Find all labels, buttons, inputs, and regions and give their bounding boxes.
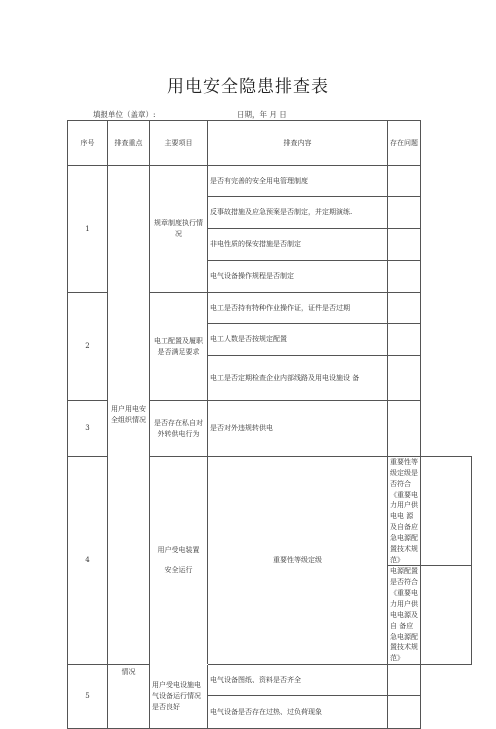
issue-cell[interactable] <box>388 324 421 356</box>
reporting-unit-label: 填报单位（盖章）: <box>93 110 156 119</box>
row-number: 1 <box>68 166 108 293</box>
page-title: 用电安全隐患排查表 <box>167 77 329 97</box>
issue-cell[interactable] <box>388 261 421 293</box>
focus-cell: 情况 <box>108 665 150 729</box>
issue-cell[interactable] <box>388 356 421 401</box>
content-cell: 是否有完善的安全用电管理制度 <box>208 166 388 197</box>
issue-cell[interactable] <box>388 665 421 696</box>
header-focus: 排查重点 <box>108 121 150 166</box>
content-cell: 电气设备是否存在过热、过负荷现象 <box>208 696 388 729</box>
item-cell: 重要性等级定级 <box>208 457 388 665</box>
issue-cell[interactable] <box>421 566 472 665</box>
issue-cell[interactable] <box>388 229 421 261</box>
focus-line: 安全运行 <box>164 566 193 575</box>
content-cell: 电工是否持有特种作业操作证，证件是否过期 <box>208 293 388 324</box>
item-cell: 电工配置及履职是否满足要求 <box>150 293 208 401</box>
table-row <box>68 665 472 696</box>
header-row <box>68 121 472 166</box>
issue-cell[interactable] <box>421 457 472 566</box>
item-cell: 是否存在私自对外转供电行为 <box>150 401 208 457</box>
issue-cell[interactable] <box>388 696 421 729</box>
item-cell: 用户受电设施电气设备运行情况是否良好 <box>150 665 208 729</box>
inspection-table <box>67 120 472 729</box>
content-cell: 电源配置是否符合《重要电力用户供电电源及自 备应急电源配置技术规范》 <box>388 566 421 665</box>
item-cell: 规章制度执行情况 <box>150 166 208 293</box>
issue-cell[interactable] <box>388 197 421 229</box>
focus-cell: 用户用电安全组织情况 <box>108 166 150 665</box>
issue-cell[interactable] <box>388 293 421 324</box>
row-number: 3 <box>68 401 108 457</box>
focus-cell <box>150 457 208 665</box>
row-number: 4 <box>68 457 108 665</box>
header-no: 序号 <box>68 121 108 166</box>
header-issue: 存在问题 <box>388 121 421 166</box>
header-content: 排查内容 <box>208 121 388 166</box>
row-number: 5 <box>68 665 108 729</box>
content-cell: 反事故措施及应急预案是否制定，并定期演练. <box>208 197 388 229</box>
content-cell: 电气设备操作规程是否制定 <box>208 261 388 293</box>
header-item: 主要项目 <box>150 121 208 166</box>
content-cell: 电气设备图纸、资料是否齐全 <box>208 665 388 696</box>
issue-cell[interactable] <box>388 401 421 457</box>
issue-cell[interactable] <box>388 166 421 197</box>
table-row <box>68 166 472 197</box>
content-cell: 电工是否定期检查企业内部线路及用电设施设 备 <box>208 356 388 401</box>
focus-line: 用户受电装置 <box>157 546 200 555</box>
date-label: 日期，年 月 日 <box>237 110 287 119</box>
content-cell: 电工人数是否按规定配置 <box>208 324 388 356</box>
content-cell: 非电性质的保安措施是否制定 <box>208 229 388 261</box>
row-number: 2 <box>68 293 108 401</box>
content-cell: 是否对外违规转供电 <box>208 401 388 457</box>
content-cell: 重要性等级定级是否符合《重要电力用户供电电 源及自备应急电源配置技术规范》 <box>388 457 421 566</box>
